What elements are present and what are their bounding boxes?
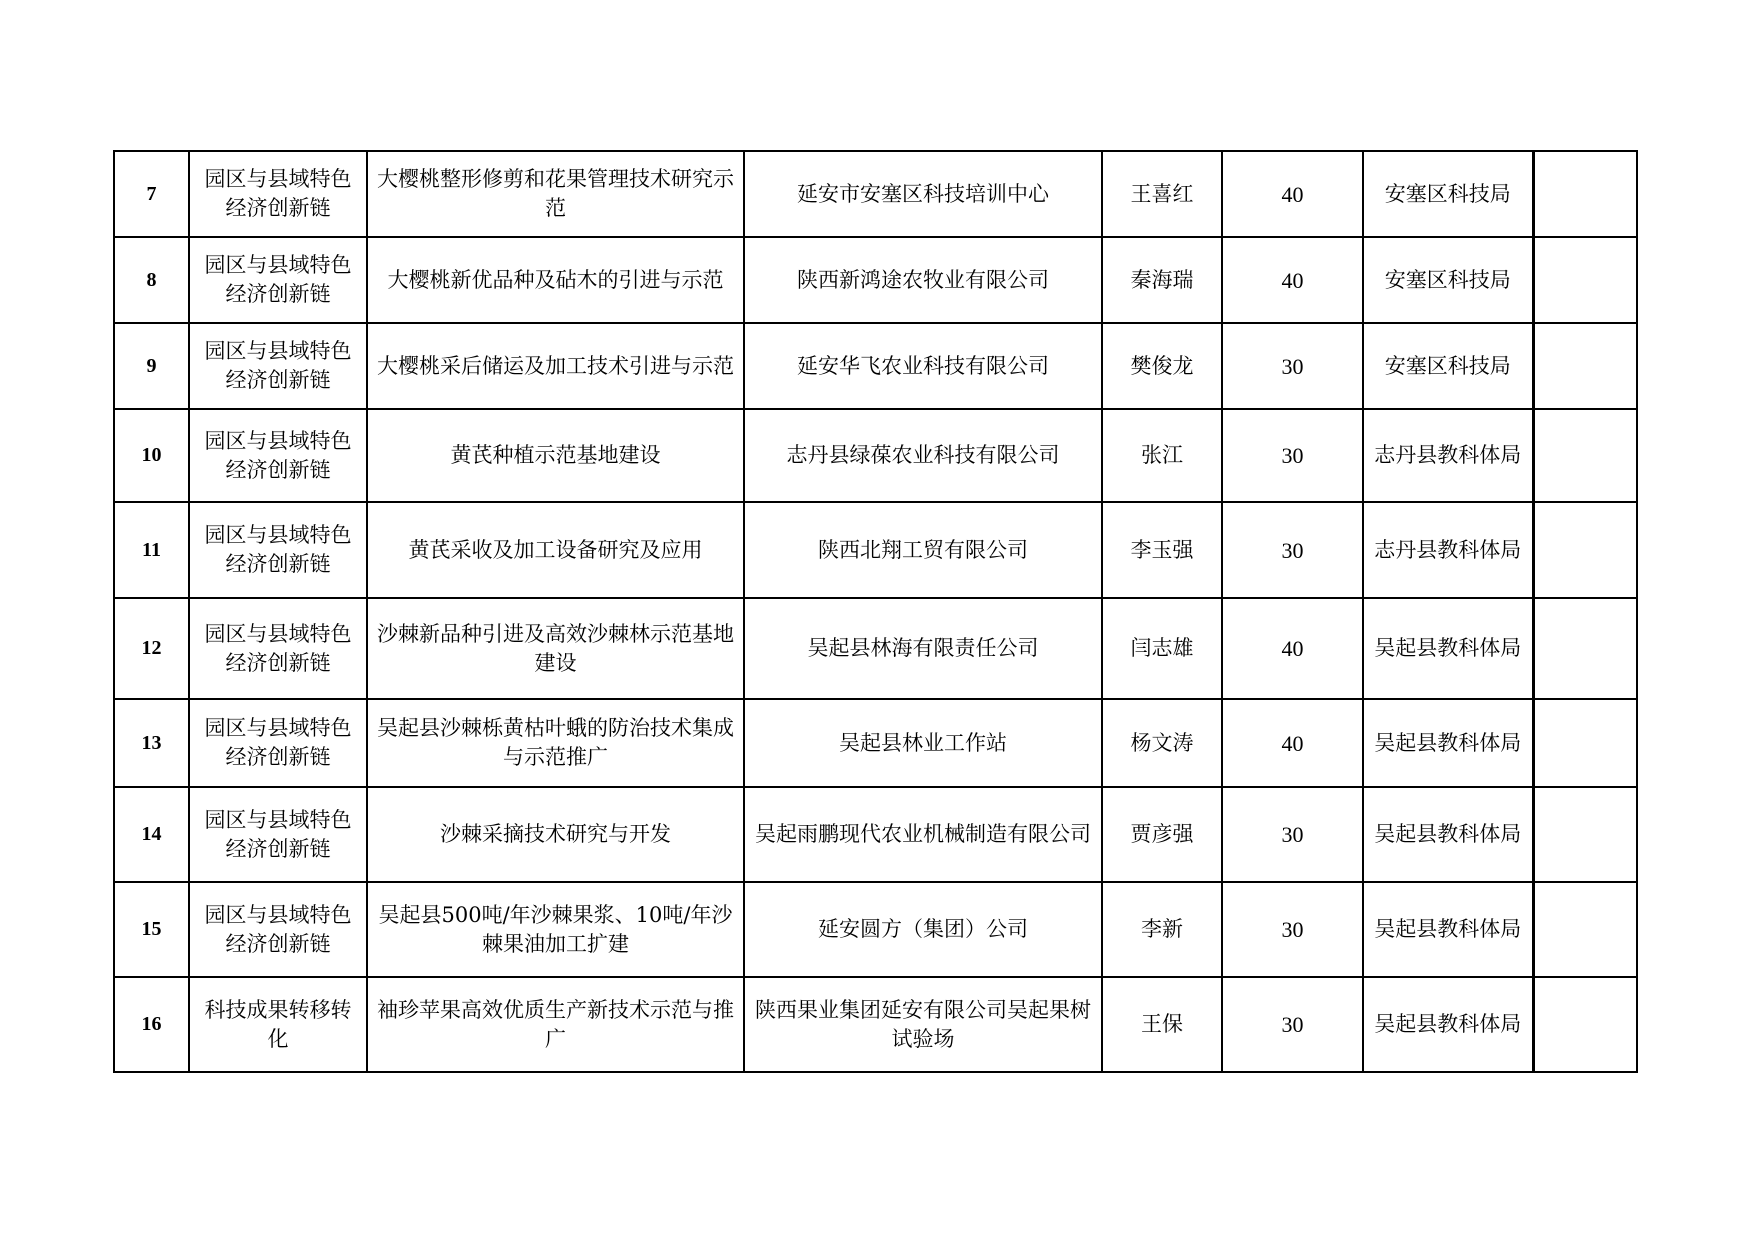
- amount-cell: 30: [1222, 409, 1363, 502]
- department-cell: 吴起县教科体局: [1363, 977, 1533, 1072]
- row-number: 15: [114, 882, 189, 977]
- person-in-charge-cell: 王保: [1102, 977, 1222, 1072]
- department-cell: 吴起县教科体局: [1363, 787, 1533, 882]
- amount-cell: 30: [1222, 787, 1363, 882]
- person-in-charge-cell: 闫志雄: [1102, 598, 1222, 699]
- table-row: [114, 502, 1637, 598]
- undertaking-unit-cell: 志丹县绿葆农业科技有限公司: [744, 409, 1102, 502]
- row-number: 14: [114, 787, 189, 882]
- amount-cell: 30: [1222, 977, 1363, 1072]
- table-row: [114, 409, 1637, 502]
- department-cell: 志丹县教科体局: [1363, 409, 1533, 502]
- department-cell: 安塞区科技局: [1363, 237, 1533, 323]
- table-row: [114, 882, 1637, 977]
- table-row: [114, 977, 1637, 1072]
- row-number: 10: [114, 409, 189, 502]
- table-row: [114, 598, 1637, 699]
- note-cell: [1533, 323, 1637, 409]
- project-table: [113, 150, 1638, 1073]
- project-name-cell: 袖珍苹果高效优质生产新技术示范与推广: [367, 977, 744, 1072]
- undertaking-unit-cell: 延安市安塞区科技培训中心: [744, 151, 1102, 237]
- note-cell: [1533, 699, 1637, 787]
- undertaking-unit-cell: 吴起雨鹏现代农业机械制造有限公司: [744, 787, 1102, 882]
- amount-cell: 30: [1222, 882, 1363, 977]
- note-cell: [1533, 977, 1637, 1072]
- row-number: 16: [114, 977, 189, 1072]
- person-in-charge-cell: 秦海瑞: [1102, 237, 1222, 323]
- department-cell: 安塞区科技局: [1363, 151, 1533, 237]
- note-cell: [1533, 787, 1637, 882]
- undertaking-unit-cell: 延安华飞农业科技有限公司: [744, 323, 1102, 409]
- amount-cell: 40: [1222, 237, 1363, 323]
- note-cell: [1533, 151, 1637, 237]
- undertaking-unit-cell: 延安圆方（集团）公司: [744, 882, 1102, 977]
- category-cell: 园区与县域特色经济创新链: [189, 699, 367, 787]
- project-name-cell: 沙棘采摘技术研究与开发: [367, 787, 744, 882]
- project-name-cell: 吴起县沙棘栎黄枯叶蛾的防治技术集成与示范推广: [367, 699, 744, 787]
- undertaking-unit-cell: 吴起县林海有限责任公司: [744, 598, 1102, 699]
- row-number: 8: [114, 237, 189, 323]
- table-row: [114, 787, 1637, 882]
- person-in-charge-cell: 贾彦强: [1102, 787, 1222, 882]
- person-in-charge-cell: 王喜红: [1102, 151, 1222, 237]
- category-cell: 园区与县域特色经济创新链: [189, 151, 367, 237]
- amount-cell: 40: [1222, 151, 1363, 237]
- project-name-cell: 黄芪种植示范基地建设: [367, 409, 744, 502]
- category-cell: 园区与县域特色经济创新链: [189, 787, 367, 882]
- category-cell: 园区与县域特色经济创新链: [189, 502, 367, 598]
- undertaking-unit-cell: 陕西新鸿途农牧业有限公司: [744, 237, 1102, 323]
- category-cell: 科技成果转移转化: [189, 977, 367, 1072]
- category-cell: 园区与县域特色经济创新链: [189, 237, 367, 323]
- row-number: 7: [114, 151, 189, 237]
- table-row: [114, 237, 1637, 323]
- project-name-cell: 大樱桃整形修剪和花果管理技术研究示范: [367, 151, 744, 237]
- category-cell: 园区与县域特色经济创新链: [189, 323, 367, 409]
- table-row: [114, 151, 1637, 237]
- undertaking-unit-cell: 陕西果业集团延安有限公司吴起果树试验场: [744, 977, 1102, 1072]
- amount-cell: 40: [1222, 598, 1363, 699]
- department-cell: 吴起县教科体局: [1363, 699, 1533, 787]
- row-number: 12: [114, 598, 189, 699]
- project-name-cell: 吴起县500吨/年沙棘果浆、10吨/年沙棘果油加工扩建: [367, 882, 744, 977]
- table-row: [114, 323, 1637, 409]
- amount-cell: 30: [1222, 502, 1363, 598]
- note-cell: [1533, 237, 1637, 323]
- row-number: 13: [114, 699, 189, 787]
- category-cell: 园区与县域特色经济创新链: [189, 598, 367, 699]
- note-cell: [1533, 502, 1637, 598]
- department-cell: 志丹县教科体局: [1363, 502, 1533, 598]
- note-cell: [1533, 882, 1637, 977]
- person-in-charge-cell: 李新: [1102, 882, 1222, 977]
- undertaking-unit-cell: 吴起县林业工作站: [744, 699, 1102, 787]
- undertaking-unit-cell: 陕西北翔工贸有限公司: [744, 502, 1102, 598]
- note-cell: [1533, 598, 1637, 699]
- department-cell: 安塞区科技局: [1363, 323, 1533, 409]
- project-name-cell: 沙棘新品种引进及高效沙棘林示范基地建设: [367, 598, 744, 699]
- person-in-charge-cell: 李玉强: [1102, 502, 1222, 598]
- note-cell: [1533, 409, 1637, 502]
- person-in-charge-cell: 张江: [1102, 409, 1222, 502]
- category-cell: 园区与县域特色经济创新链: [189, 882, 367, 977]
- department-cell: 吴起县教科体局: [1363, 882, 1533, 977]
- amount-cell: 30: [1222, 323, 1363, 409]
- department-cell: 吴起县教科体局: [1363, 598, 1533, 699]
- project-name-cell: 大樱桃新优品种及砧木的引进与示范: [367, 237, 744, 323]
- person-in-charge-cell: 樊俊龙: [1102, 323, 1222, 409]
- person-in-charge-cell: 杨文涛: [1102, 699, 1222, 787]
- amount-cell: 40: [1222, 699, 1363, 787]
- category-cell: 园区与县域特色经济创新链: [189, 409, 367, 502]
- project-name-cell: 大樱桃采后储运及加工技术引进与示范: [367, 323, 744, 409]
- row-number: 9: [114, 323, 189, 409]
- table-row: [114, 699, 1637, 787]
- row-number: 11: [114, 502, 189, 598]
- project-name-cell: 黄芪采收及加工设备研究及应用: [367, 502, 744, 598]
